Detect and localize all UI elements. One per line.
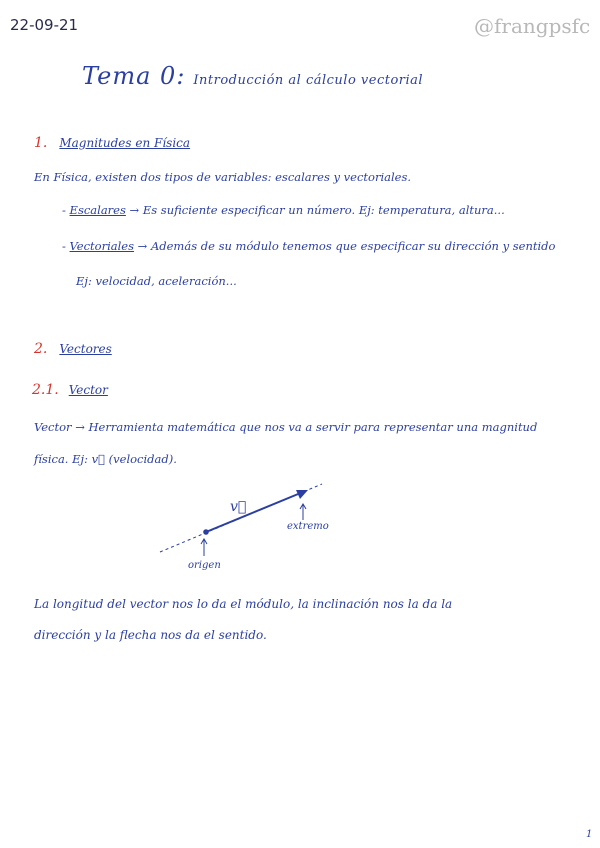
vector-definition-line-2: física. Ej: v⃗ (velocidad). [34,452,177,466]
section-2-label: Vectores [59,342,112,356]
bullet-scalar: - Escalares → Es suficiente especificar un número. Ej: temperatura, altura... [62,203,505,217]
origin-point [203,529,209,535]
page-number: 1 [586,829,593,840]
origin-label: origen [188,560,221,571]
vector-label: v⃗ [230,499,247,515]
closing-line-1: La longitud del vector nos lo da el módulo, la inclinación nos la da la [34,597,453,611]
bullet-vector: - Vectoriales → Además de su módulo tenemos que especificar su dirección y sentido [62,239,556,253]
bullet-vector-term: Vectoriales [69,239,135,253]
end-label: extremo [287,521,329,532]
section-2-1-label: Vector [68,383,108,397]
watermark: @frangpsfc [474,14,591,38]
section-1-intro: En Física, existen dos tipos de variables: escalares y vectoriales. [34,170,412,184]
section-1-number: 1. [34,135,48,151]
section-1-label: Magnitudes en Física [59,136,191,150]
bullet-vector-text: → Además de su módulo tenemos que especificar su dirección y sentido [137,239,556,253]
title-subject: Introducción al cálculo vectorial [193,73,424,88]
title-topic: Tema 0: [82,62,186,90]
section-2-1-number: 2.1. [32,382,59,398]
bullet-scalar-term: Escalares [69,203,126,217]
date: 22-09-21 [10,16,79,34]
bullet-scalar-text: → Es suficiente especificar un número. Ej: temperatura, altura... [129,203,505,217]
vector-definition-line-1: Vector → Herramienta matemática que nos va a servir para representar una magnitud [34,420,538,434]
bullet-vector-example: Ej: velocidad, aceleración... [76,274,237,288]
section-2-number: 2. [34,341,48,357]
closing-line-2: dirección y la flecha nos da el sentido. [34,628,267,642]
